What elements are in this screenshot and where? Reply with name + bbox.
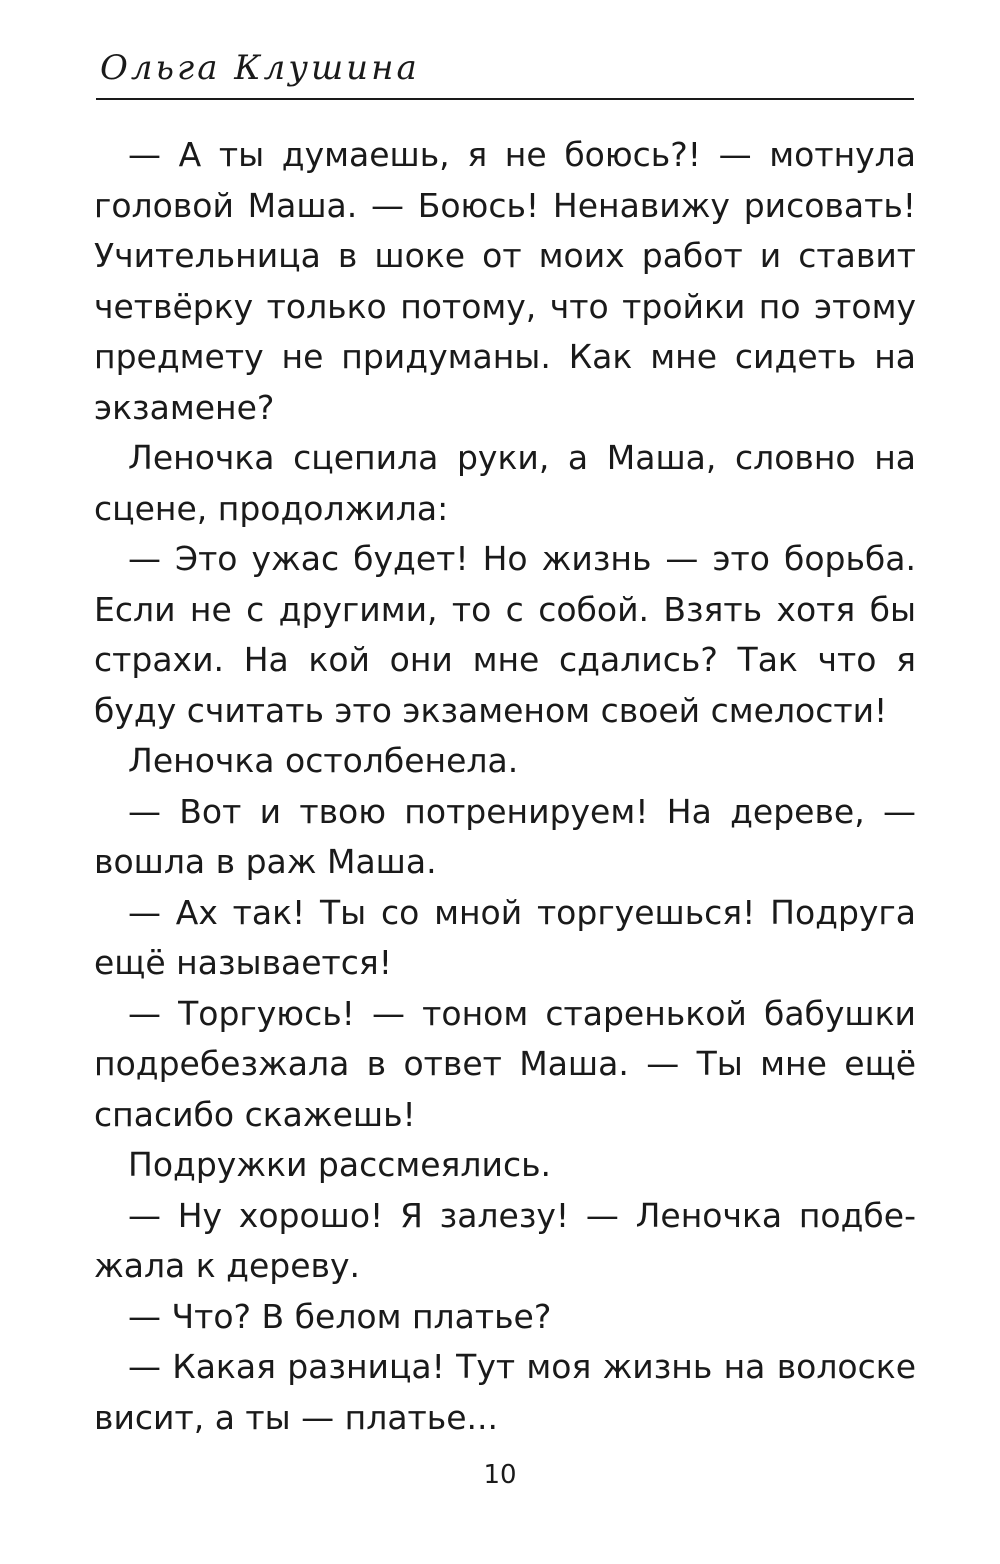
running-header	[96, 44, 914, 100]
paragraph: — Какая разница! Тут моя жизнь на волоске висит, а ты — платье...	[94, 1347, 916, 1437]
paragraph: — Вот и твою потренируем! На дереве, — вошла в раж Маша.	[94, 791, 916, 881]
paragraph: Леночка остолбенела.	[128, 741, 519, 780]
paragraph: — Ну хорошо! Я залезу! — Леночка подбежала к дереву.	[94, 1195, 916, 1285]
paragraph: — Ах так! Ты со мной торгуешься! Подруга ещё называется!	[94, 892, 916, 982]
paragraph: — А ты думаешь, я не боюсь?! — мотнула головой Маша. — Боюсь! Ненавижу рисовать! Учительница в шоке от моих работ и ставит четвёрку только потому, что тройки по этому предмету не придуманы. Как мне сидеть на экзамене?	[94, 135, 916, 427]
paragraph: Леночка сцепила руки, а Маша, словно на сцене, продолжила:	[94, 438, 916, 528]
paragraph: — Что? В белом платье?	[128, 1296, 552, 1336]
paragraph: — Торгуюсь! — тоном старенькой бабушки подребезжала в ответ Маша. — Ты мне ещё спасибо скажешь!	[94, 993, 916, 1134]
header-rule	[96, 98, 914, 100]
body-text	[94, 130, 916, 1443]
paragraph: Подружки рассмеялись.	[128, 1145, 552, 1184]
author-name: Ольга Клушина	[100, 48, 420, 88]
page-number: 10	[483, 1460, 517, 1490]
paragraph: — Это ужас будет! Но жизнь — это борьба. Если не с другими, то с собой. Взять хотя бы страхи. На кой они мне сдались? Так что я буду считать это экзаменом своей смелости!	[94, 539, 916, 730]
